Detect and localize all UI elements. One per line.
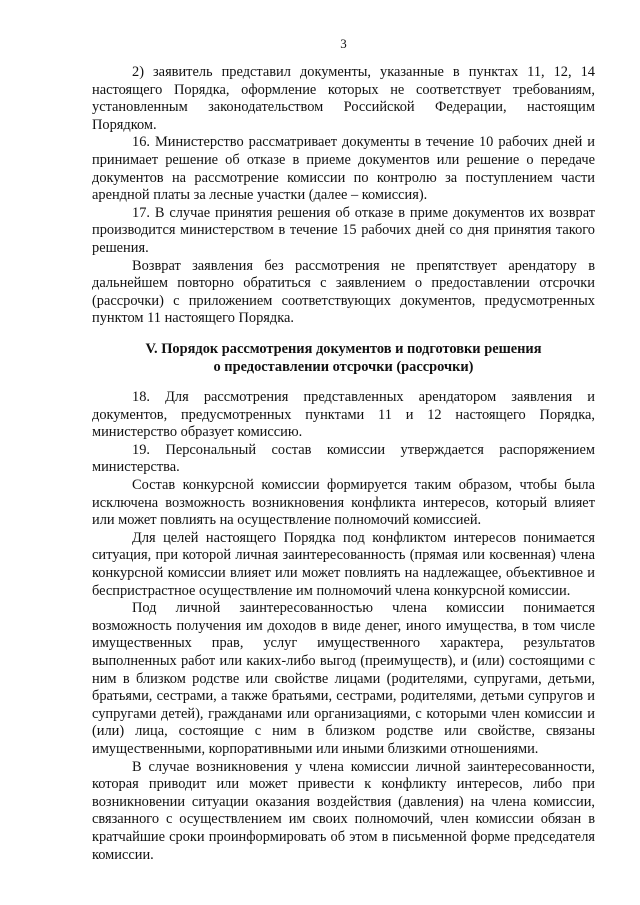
paragraph-obligation-to-inform: В случае возникновения у члена комиссии личной заинтересованности, которая приводит или может привести к конфликту интересов, либо при возникновении ситуации оказания воздействия (давления) на члена комиссии, связанного с осуществлением им своих полномочий, член комиссии обязан в кратчайшие сроки проинформировать об этом в письменной форме председателя комиссии. [92, 758, 595, 863]
paragraph-commission-composition: Состав конкурсной комиссии формируется таким образом, чтобы была исключена возможность возникновения конфликта интересов, который влияет или может повлиять на осуществление полномочий комиссией. [92, 477, 595, 529]
section-heading-line-2: о предоставлении отсрочки (рассрочки) [213, 358, 474, 375]
paragraph-18: 18. Для рассмотрения представленных арендатором заявления и документов, предусмотренных пунктами 11 и 12 настоящего Порядка, министерство образует комиссию. [92, 389, 595, 441]
paragraph-item-2: 2) заявитель представил документы, указанные в пунктах 11, 12, 14 настоящего Порядка, оформление которых не соответствует требованиям, установленным законодательством Российской Федерации, настоящим Порядком. [92, 64, 595, 133]
section-heading [92, 341, 595, 376]
paragraph-personal-interest: Под личной заинтересованностью члена комиссии понимается возможность получения им доходов в виде денег, иного имущества, в том числе имущественных прав, услуг имущественного характера, результатов выполненных работ или каких-либо выгод (преимуществ), и (или) состоящими с ним в близком родстве или свойстве лицами (родителями, супругами, детьми, братьями, сестрами, а также братьями, сестрами, родителями, детьми супругов и супругами детей), гражданами или организациями, с которыми член комиссии и (или) лица, состоящие с ним в близком родстве или свойстве, связаны имущественными, корпоративными или иными близкими отношениями. [92, 600, 595, 757]
section-heading-line-1: V. Порядок рассмотрения документов и подготовки решения [145, 340, 542, 357]
document-page [92, 36, 595, 864]
page-number: 3 [340, 36, 347, 51]
paragraph-17: 17. В случае принятия решения об отказе в приме документов их возврат производится министерством в течение 15 рабочих дней со дня принятия такого решения. [92, 204, 595, 256]
paragraph-return-statement: Возврат заявления без рассмотрения не препятствует арендатору в дальнейшем повторно обратиться с заявлением о предоставлении отсрочки (рассрочки) с приложением соответствующих документов, предусмотренных пунктом 11 настоящего Порядка. [92, 257, 595, 327]
paragraph-16: 16. Министерство рассматривает документы в течение 10 рабочих дней и принимает решение об отказе в приеме документов или решение о передаче документов на рассмотрение комиссии по контролю за поступлением части арендной платы за лесные участки (далее – комиссия). [92, 134, 595, 204]
paragraph-19: 19. Персональный состав комиссии утверждается распоряжением министерства. [92, 441, 595, 476]
paragraph-conflict-of-interest: Для целей настоящего Порядка под конфликтом интересов понимается ситуация, при которой личная заинтересованность (прямая или косвенная) члена конкурсной комиссии влияет или может повлиять на надлежащее, объективное и беспристрастное осуществление им полномочий члена конкурсной комиссии. [92, 529, 595, 599]
